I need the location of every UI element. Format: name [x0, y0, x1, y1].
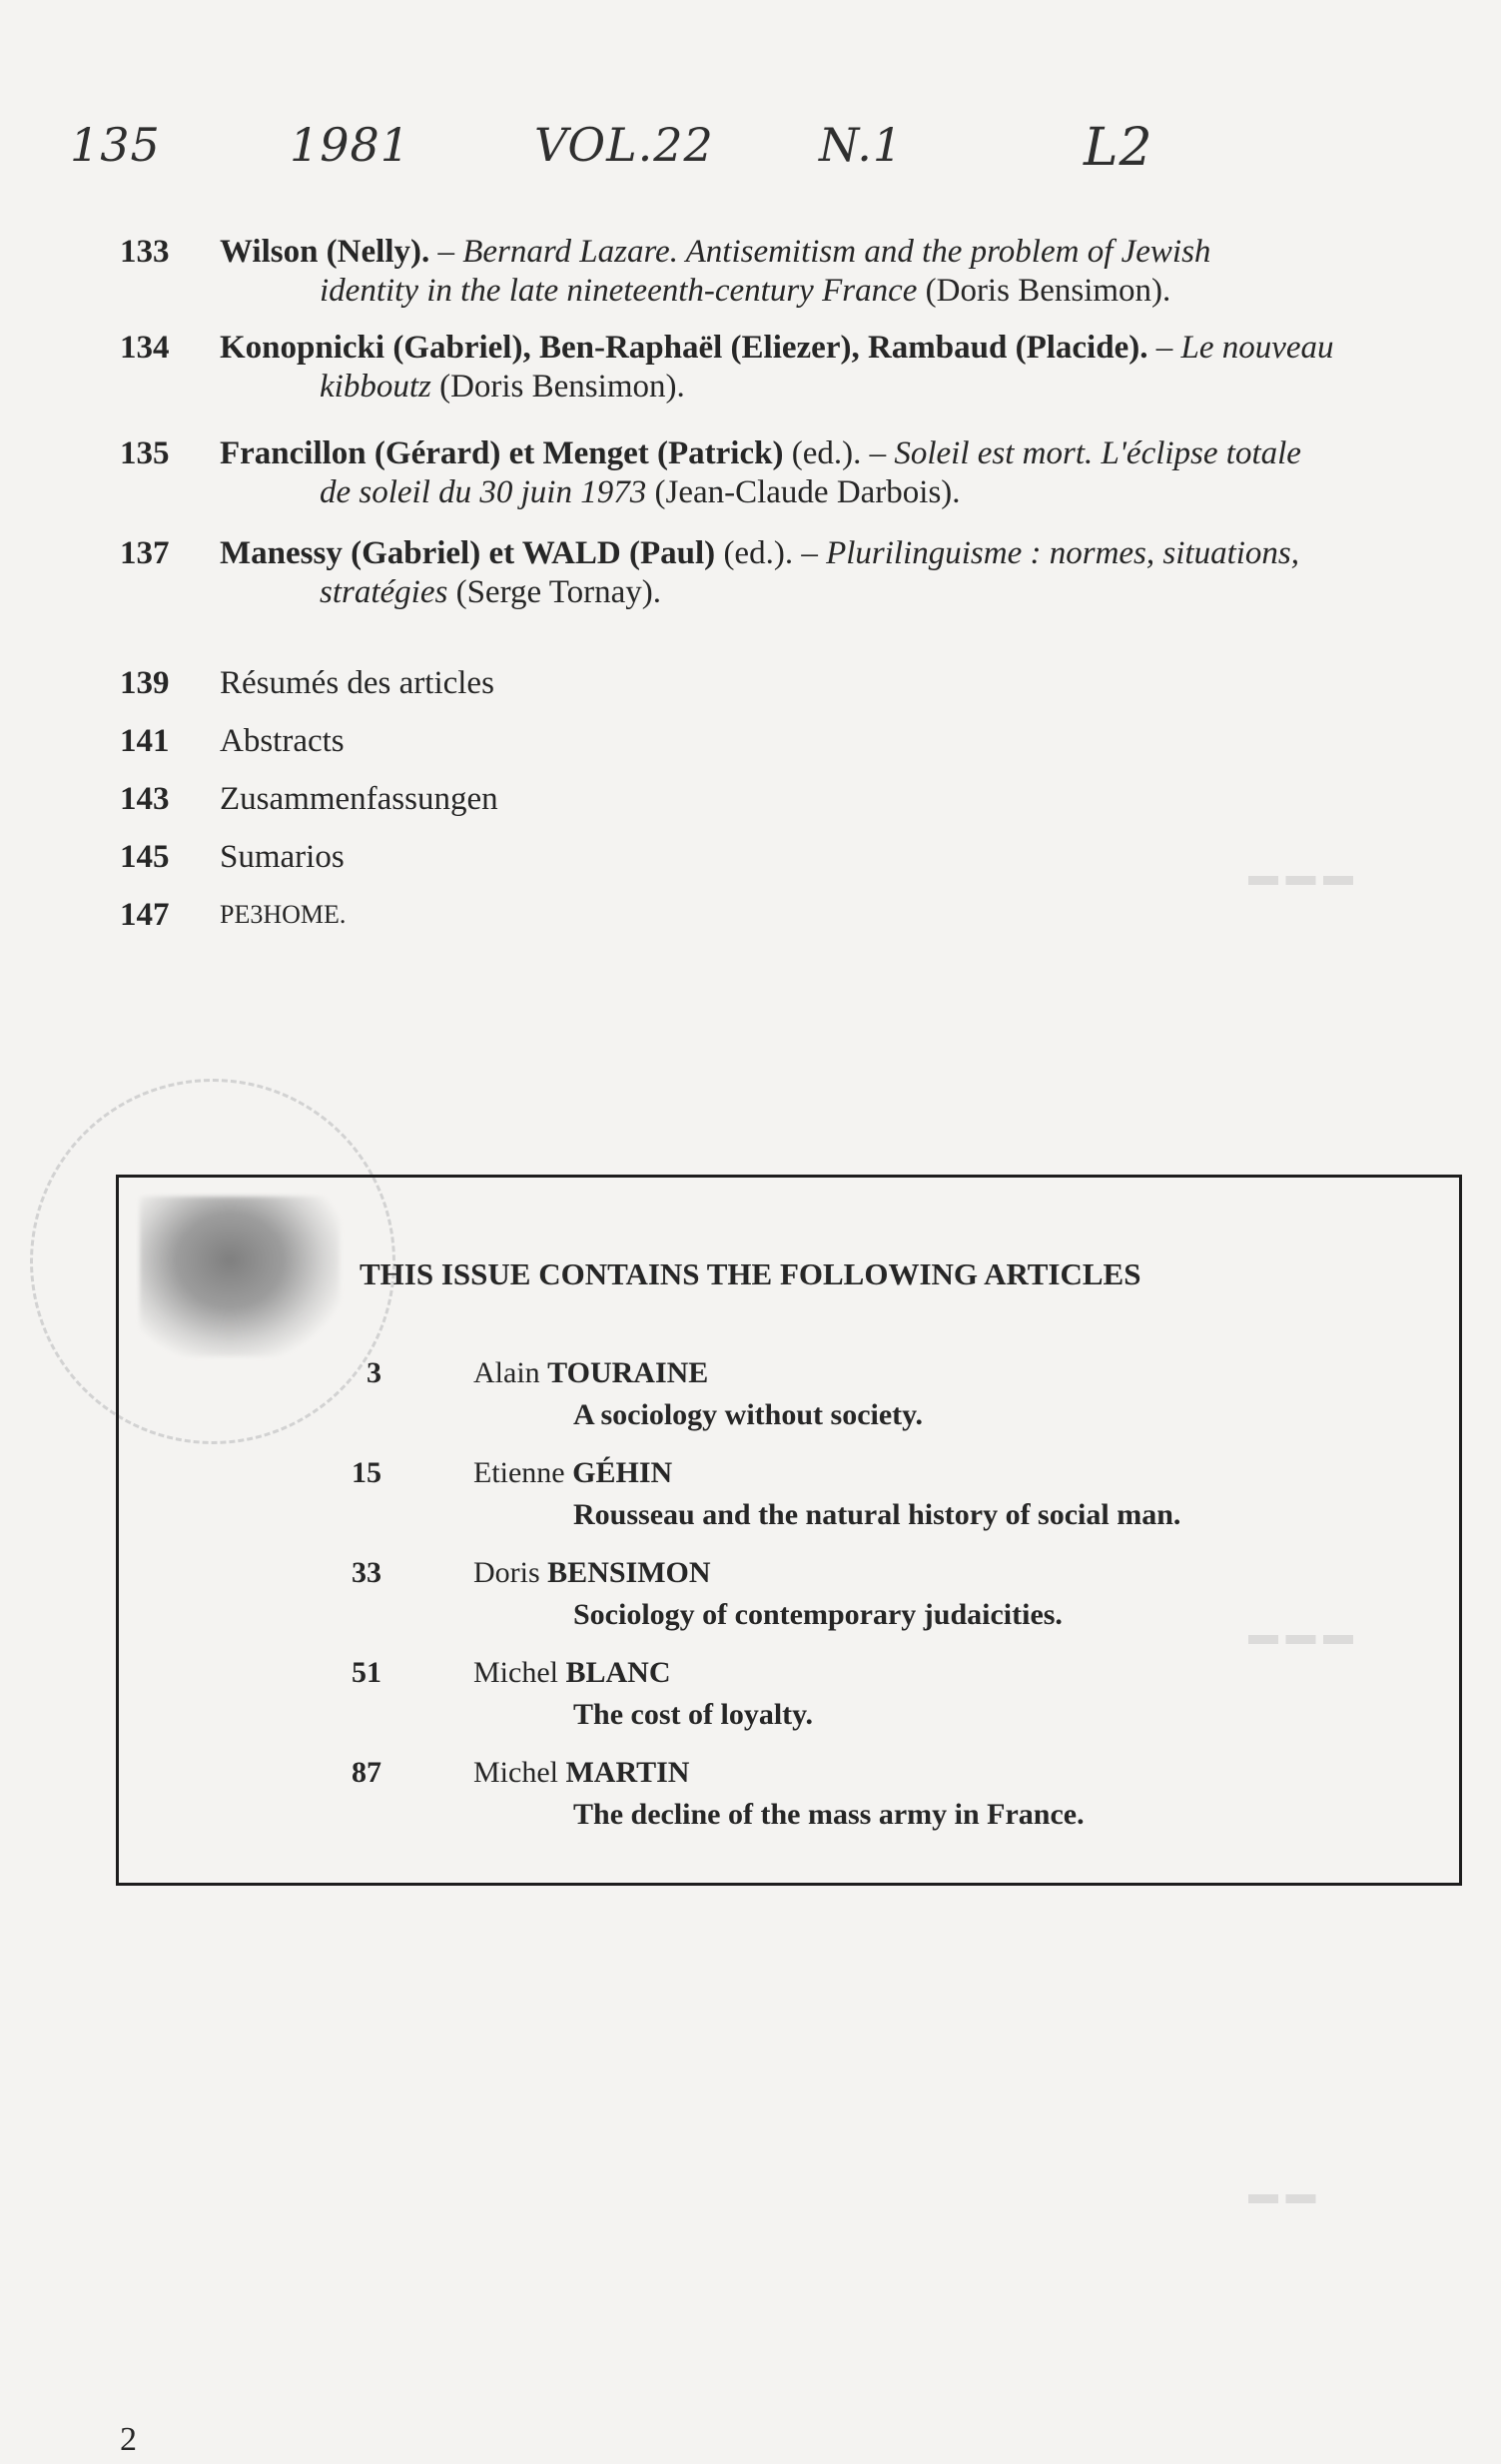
section-page: 139 — [120, 665, 170, 701]
section-label: Sumarios — [220, 839, 345, 875]
section-label: PE3HOME. — [220, 900, 347, 929]
entry-title-cont: stratégies — [320, 574, 448, 610]
author-last: BENSIMON — [547, 1556, 711, 1589]
article-author — [473, 1756, 689, 1790]
entry-line-2 — [320, 367, 685, 407]
entry-title-cont: kibboutz — [320, 369, 431, 405]
author-last: TOURAINE — [547, 1356, 709, 1389]
article-title: Sociology of contemporary judaicities. — [573, 1598, 1063, 1631]
entry-title-cont: de soleil du 30 juin 1973 — [320, 474, 647, 510]
article-page: 33 — [352, 1556, 381, 1589]
entry-line-1 — [220, 328, 1334, 368]
section-label: Zusammenfassungen — [220, 781, 498, 817]
article-page: 51 — [352, 1656, 381, 1689]
entry-dash: – — [429, 234, 463, 270]
entry-title: Soleil est mort. L'éclipse totale — [894, 435, 1301, 471]
author-last: GÉHIN — [572, 1456, 673, 1489]
entry-authors: Wilson (Nelly). — [220, 234, 430, 270]
entry-authors: Konopnicki (Gabriel), Ben-Raphaël (Eliezer), Rambaud (Placide). — [220, 330, 1148, 366]
entry-line-2 — [320, 572, 661, 612]
author-first: Etienne — [473, 1456, 565, 1489]
handwritten-issue: N.1 — [819, 118, 904, 172]
entry-page: 134 — [120, 330, 170, 366]
author-first: Michel — [473, 1656, 558, 1689]
entry-page: 137 — [120, 535, 170, 571]
article-title: A sociology without society. — [573, 1398, 923, 1431]
entry-line-1 — [220, 433, 1301, 473]
entry-line-1 — [220, 533, 1299, 573]
entry-ed: (ed.). — [715, 535, 794, 571]
article-page: 87 — [352, 1756, 381, 1789]
article-author — [473, 1356, 708, 1390]
entry-title: Le nouveau — [1180, 330, 1334, 366]
entry-reviewer: (Jean-Claude Darbois). — [646, 474, 961, 510]
entry-title: Plurilinguisme : normes, situations, — [826, 535, 1300, 571]
article-author — [473, 1556, 711, 1590]
author-first: Alain — [473, 1356, 540, 1389]
handwritten-number: 135 — [70, 118, 161, 172]
entry-dash: – — [1147, 330, 1181, 366]
handwritten-volume: VOL.22 — [534, 118, 714, 172]
entry-reviewer: (Doris Bensimon). — [917, 273, 1171, 309]
article-title: The cost of loyalty. — [573, 1698, 813, 1731]
entry-reviewer: (Doris Bensimon). — [430, 369, 685, 405]
article-title: Rousseau and the natural history of social man. — [573, 1498, 1181, 1531]
entry-title: Bernard Lazare. Antisemitism and the problem of Jewish — [462, 234, 1211, 270]
entry-authors: Manessy (Gabriel) et WALD (Paul) — [220, 535, 716, 571]
handwritten-year: 1981 — [290, 118, 411, 172]
entry-authors: Francillon (Gérard) et Menget (Patrick) — [220, 435, 784, 471]
section-label: Abstracts — [220, 723, 345, 759]
show-through-lines: ▬ ▬ ▬ — [1248, 859, 1353, 892]
entry-line-2 — [320, 271, 1170, 311]
handwritten-shelf: L2 — [1084, 118, 1153, 178]
entry-ed: (ed.). — [783, 435, 862, 471]
author-last: MARTIN — [565, 1756, 690, 1789]
section-page: 145 — [120, 839, 170, 875]
article-page: 3 — [367, 1356, 381, 1389]
article-title: The decline of the mass army in France. — [573, 1798, 1085, 1831]
section-label: Résumés des articles — [220, 665, 494, 701]
section-page: 147 — [120, 897, 170, 933]
show-through-lines: ▬ ▬ — [1248, 2177, 1316, 2210]
article-page: 15 — [352, 1456, 381, 1489]
page-number: 2 — [120, 2421, 137, 2458]
show-through-lines: ▬ ▬ ▬ — [1248, 1618, 1353, 1651]
author-first: Michel — [473, 1756, 558, 1789]
ink-stamp-smudge — [140, 1197, 340, 1356]
article-author — [473, 1656, 671, 1690]
entry-line-2 — [320, 472, 961, 512]
entry-page: 135 — [120, 435, 170, 471]
entry-reviewer: (Serge Tornay). — [447, 574, 661, 610]
entry-dash: – — [861, 435, 895, 471]
box-heading: THIS ISSUE CONTAINS THE FOLLOWING ARTICLES — [360, 1256, 1141, 1291]
author-first: Doris — [473, 1556, 540, 1589]
entry-line-1 — [220, 232, 1210, 272]
entry-page: 133 — [120, 234, 170, 270]
entry-title-cont: identity in the late nineteenth-century France — [320, 273, 918, 309]
author-last: BLANC — [565, 1656, 671, 1689]
section-page: 141 — [120, 723, 170, 759]
article-author — [473, 1456, 672, 1490]
entry-dash: – — [793, 535, 827, 571]
section-page: 143 — [120, 781, 170, 817]
